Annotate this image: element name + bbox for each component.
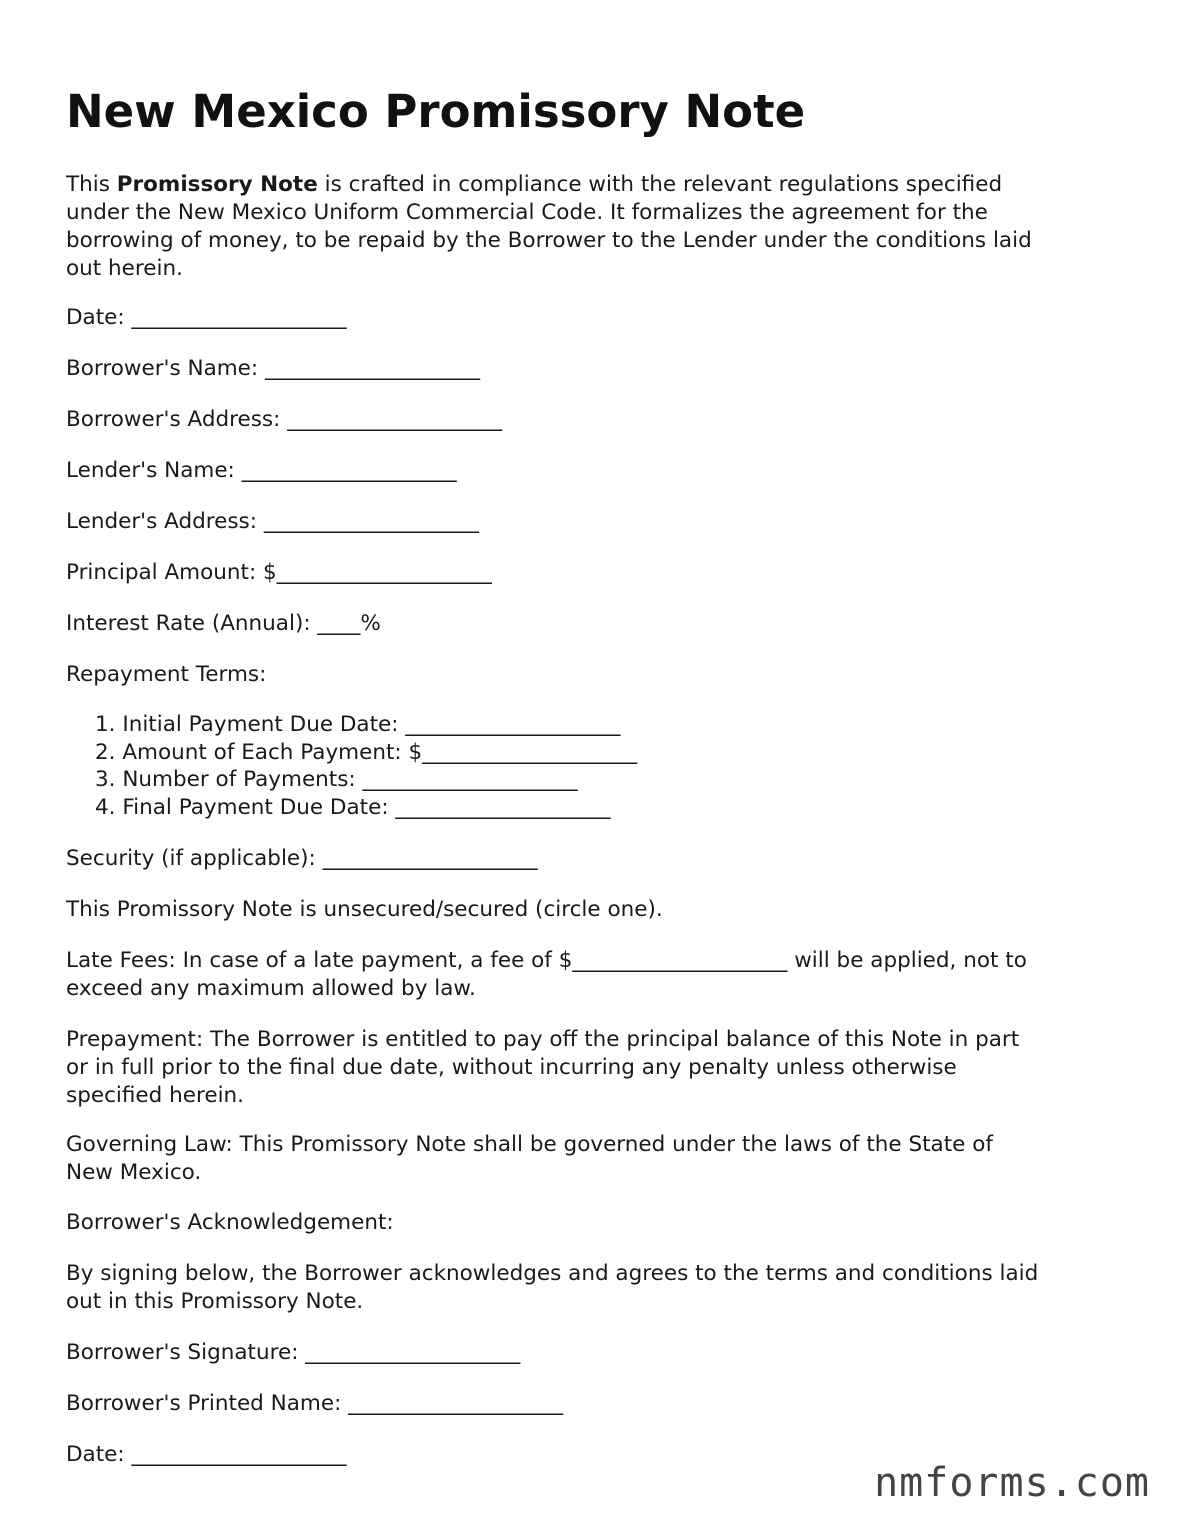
secured-statement: This Promissory Note is unsecured/secured (circle one). [66, 897, 663, 922]
intro-line-3: borrowing of money, to be repaid by the Borrower to the Lender under the conditions laid [66, 228, 1032, 253]
list-item[interactable]: 3. Number of Payments: ____________________ [95, 767, 578, 792]
intro-line-1-rest: is crafted in compliance with the relevant regulations specified [317, 172, 1003, 197]
interest-rate-field[interactable]: Interest Rate (Annual): ____% [66, 611, 381, 636]
borrower-name-field[interactable]: Borrower's Name: ____________________ [66, 356, 480, 381]
prepayment-line-1: Prepayment: The Borrower is entitled to pay off the principal balance of this Note in part [66, 1027, 1020, 1052]
intro-lead: This [66, 172, 117, 197]
borrower-address-field[interactable]: Borrower's Address: ____________________ [66, 407, 503, 432]
intro-line-4: out herein. [66, 256, 183, 281]
document-title: New Mexico Promissory Note [66, 85, 806, 138]
intro-paragraph [66, 171, 1126, 283]
acknowledgement-heading: Borrower's Acknowledgement: [66, 1210, 394, 1235]
late-fees-paragraph [66, 947, 1126, 1003]
acknowledgement-line-2: out in this Promissory Note. [66, 1289, 364, 1314]
borrower-signature-field[interactable]: Borrower's Signature: ____________________ [66, 1340, 521, 1365]
governing-law-line-2: New Mexico. [66, 1160, 202, 1185]
late-fees-line-2: exceed any maximum allowed by law. [66, 976, 476, 1001]
governing-law-paragraph [66, 1131, 1126, 1187]
repayment-terms-list [95, 711, 637, 821]
intro-line-1 [66, 171, 1126, 199]
prepayment-line-2: or in full prior to the final due date, without incurring any penalty unless otherwise [66, 1055, 957, 1080]
list-item[interactable]: 1. Initial Payment Due Date: ____________________ [95, 712, 621, 737]
borrower-printed-name-field[interactable]: Borrower's Printed Name: ____________________ [66, 1391, 564, 1416]
acknowledgement-line-1: By signing below, the Borrower acknowledges and agrees to the terms and conditions laid [66, 1261, 1039, 1286]
prepayment-paragraph [66, 1026, 1126, 1110]
lender-name-field[interactable]: Lender's Name: ____________________ [66, 458, 457, 483]
list-item[interactable]: 4. Final Payment Due Date: ____________________ [95, 794, 611, 820]
principal-amount-field[interactable]: Principal Amount: $____________________ [66, 560, 492, 585]
intro-line-2: under the New Mexico Uniform Commercial Code. It formalizes the agreement for the [66, 200, 988, 225]
list-item[interactable]: 2. Amount of Each Payment: $____________________ [95, 739, 638, 765]
site-watermark: nmforms.com [874, 1460, 1150, 1506]
late-fees-line-1[interactable]: Late Fees: In case of a late payment, a fee of $____________________ will be applied, not to [66, 948, 1027, 973]
intro-bold-term: Promissory Note [116, 172, 318, 197]
repayment-terms-heading: Repayment Terms: [66, 662, 267, 687]
governing-law-line-1: Governing Law: This Promissory Note shall be governed under the laws of the State of [66, 1132, 993, 1157]
signature-date-field[interactable]: Date: ____________________ [66, 1442, 347, 1467]
date-field[interactable]: Date: ____________________ [66, 305, 347, 330]
lender-address-field[interactable]: Lender's Address: ____________________ [66, 509, 479, 534]
acknowledgement-paragraph [66, 1260, 1126, 1316]
prepayment-line-3: specified herein. [66, 1083, 245, 1108]
security-field[interactable]: Security (if applicable): ____________________ [66, 846, 538, 871]
